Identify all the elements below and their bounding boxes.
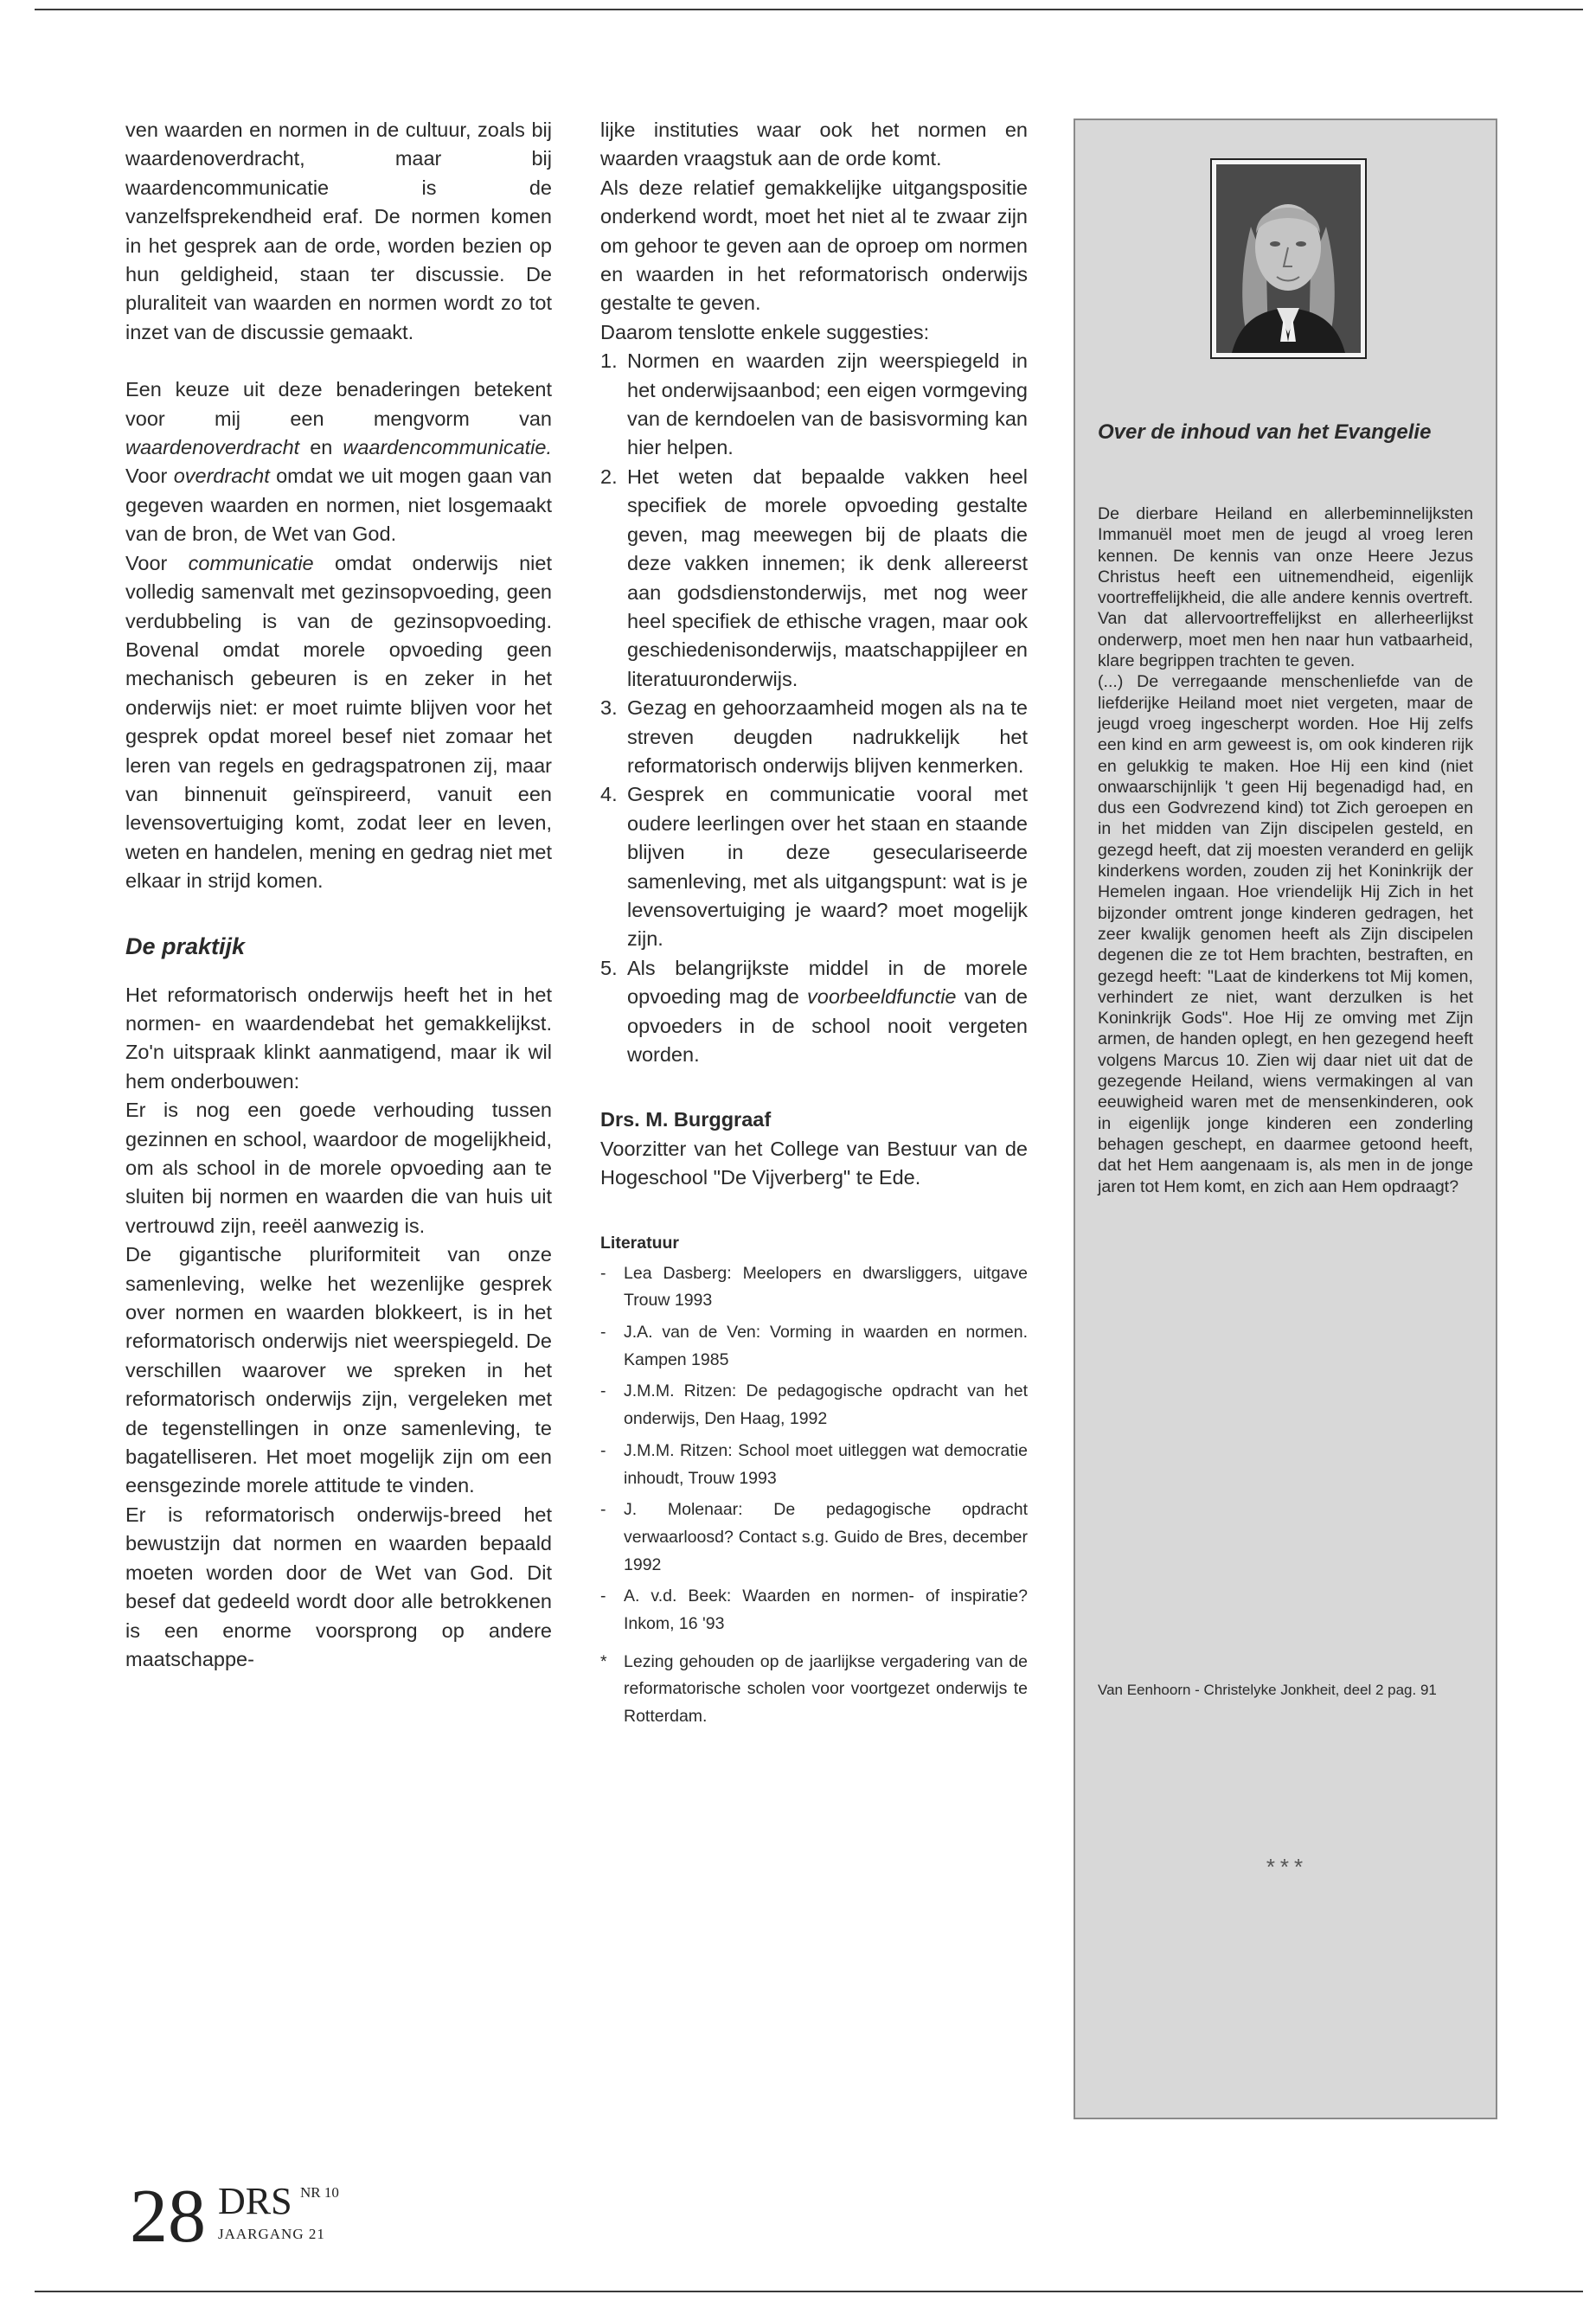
portrait-illustration — [1216, 164, 1361, 353]
column-left — [125, 116, 552, 1674]
issue-number: NR 10 — [300, 2184, 339, 2201]
suggestion-list — [600, 347, 1028, 1069]
body-paragraph: Er is nog een goede verhouding tussen gezinnen en school, waardoor de mogelijkheid, om als school in de morele opvoeding aan te sluiten bij normen en waarden die van huis uit vertrouwd zijn, reeël aanwezig is. — [125, 1099, 552, 1237]
list-item: 5. Als belangrijkste middel in de morele opvoeding mag de voorbeeldfunctie van de opvoeders in de school nooit vergeten worden. — [600, 956, 1028, 1066]
sidebar-paragraph: De dierbare Heiland en allerbeminnelijksten Immanuël moet men de jeugd al vroeg leren kennen. De kennis van onze Heere Jezus Christus heeft een uitnemendheid, eigenlijk voortreffelijkheid, die alle andere kennis overtreft. Van dat allervoortreffelijkst en allerheerlijkst onderwerp, moet men hen naar hun vatbaarheid, klare begrippen trachten te geven. — [1098, 504, 1473, 671]
body-paragraph: Het reformatorisch onderwijs heeft het in het normen- en waardendebat het gemakkelijkst. Zo'n uitspraak klinkt aanmatigend, maar ik wil hem onderbouwen: — [125, 983, 552, 1093]
author-name: Drs. M. Burggraaf — [600, 1108, 772, 1131]
magazine-name: DRS — [218, 2180, 292, 2222]
literature-list — [600, 1260, 1028, 1731]
bottom-rule — [35, 2291, 1583, 2292]
body-paragraph: ven waarden en normen in de cultuur, zoals bij waardenoverdracht, maar bij waardencommunicatie is de vanzelfsprekendheid eraf. De normen komen in het gesprek aan de orde, worden bezien op hun geldigheid, staan ter discussie. De pluraliteit van waarden en normen wordt zo tot inzet van de discussie gemaakt. — [125, 119, 552, 343]
top-rule — [35, 9, 1583, 10]
body-paragraph: Er is reformatorisch onderwijs-breed het bewustzijn dat normen en waarden bepaald moeten worden door de Wet van God. Dit besef dat gedeeld wordt door alle betrokkenen is een enorme voorsprong op andere maatschappe- — [125, 1503, 552, 1670]
body-paragraph: Als deze relatief gemakkelijke uitgangspositie onderkend wordt, moet het niet al te zwaar zijn om gehoor te geven aan de oproep om normen en waarden in het reformatorisch onderwijs gestalte te geven. — [600, 176, 1028, 315]
literature-item: - A. v.d. Beek: Waarden en normen- of inspiratie? Inkom, 16 '93 — [600, 1586, 1028, 1634]
body-paragraph: Een keuze uit deze benaderingen betekent voor mij een mengvorm van waardenoverdracht en waardencommunicatie. Voor overdracht omdat we uit mogen gaan van gegeven waarden en normen, niet losgemaakt van de bron, de Wet van God. — [125, 378, 553, 546]
literature-item: - J.M.M. Ritzen: De pedagogische opdracht van het onderwijs, Den Haag, 1992 — [600, 1381, 1028, 1429]
body-paragraph: De gigantische pluriformiteit van onze samenleving, welke het wezenlijke gesprek over normen en waarden blokkeert, is in het reformatorisch onderwijs niet weerspiegeld. De verschillen waarover we spreken in het reformatorisch onderwijs zijn, vergeleken met de tegenstellingen in onze samenleving, te bagatelliseren. Het moet mogelijk zijn om een eensgezinde morele attitude te vinden. — [125, 1243, 552, 1497]
sidebar-paragraph: (...) De verregaande menschenliefde van de liefderijke Heiland moet niet vergeten, maar de jeugd vroeg ingescherpt worden. Hoe Hij zelfs een kind en arm geweest is, om ook kinderen rijk en gelukkig te maken. Hoe Hij een kind (niet onwaarschijnlijk 't geen Hij begenadigd had, en dus een Godvrezend kind) tot Zich geroepen en in het midden van Zijn discipelen gesteld, en gezegd heeft, dat zij moesten veranderd en gelijk kinderkens worden, zouden zij het Koninkrijk der Hemelen ingaan. Hoe vriendelijk Hij Zich in het bijzonder omtrent jonge kinderen gedragen, het zeer kwalijk genomen heeft als Zijn discipelen degenen die ze tot Hem brachten, bestraften, en gezegd heeft: "Laat de kinderkens tot Mij komen, verhindert ze niet, want derzulken is het Koninkrijk Gods". Hoe Hij ze omving met Zijn armen, de handen oplegt, en hen gezegend heeft volgens Marcus 10. Zien wij daar niet uit dat de gezegende Heiland, wiens vermakingen al van eeuwigheid waren met de mensenkinderen, ook in eigenlijk jonge kinderen een zonderling behagen geschept, en daarmee getoond heeft, dat het Hem aangenaam is, als men in de jonge jaren tot Hem komt, en zich aan Hem opdraagt? — [1098, 672, 1473, 1196]
literature-item: - J. Molenaar: De pedagogische opdracht verwaarloosd? Contact s.g. Guido de Bres, december 1992 — [600, 1500, 1028, 1574]
literature-item: - J.M.M. Ritzen: School moet uitleggen wat democratie inhoudt, Trouw 1993 — [600, 1440, 1028, 1488]
literature-footnote: * Lezing gehouden op de jaarlijkse vergadering van de reformatorische scholen voor voortgezet onderwijs te Rotterdam. — [600, 1651, 1028, 1727]
body-paragraph: Daarom tenslotte enkele suggesties: — [600, 320, 930, 343]
body-paragraph: lijke instituties waar ook het normen en waarden vraagstuk aan de orde komt. — [600, 119, 1028, 170]
column-middle — [600, 116, 1028, 1735]
page-number: 28 — [130, 2175, 206, 2259]
body-paragraph: Voor communicatie omdat onderwijs niet volledig samenvalt met gezinsopvoeding, geen verdubbeling is van de gezinsopvoeding. Bovenal omdat morele opvoeding geen mechanisch gebeuren is en zeker in het onderwijs niet: er moet ruimte blijven voor het gesprek opdat moreel besef niet zomaar het leren van regels en gedragspatronen zij, maar van binnenuit geïnspireerd, vanuit een levensovertuiging komt, zodat leer en leven, weten en handelen, mening en gedrag niet met elkaar in strijd komen. — [125, 551, 553, 893]
separator-stars: *** — [1266, 1854, 1309, 1880]
portrait-image — [1210, 158, 1367, 359]
list-item: 3. Gezag en gehoorzaamheid mogen als na te streven deugden nadrukkelijk het reformatorisch onderwijs blijven kenmerken. — [600, 696, 1028, 777]
literature-heading: Literatuur — [600, 1233, 680, 1253]
literature-item: - Lea Dasberg: Meelopers en dwarsliggers, uitgave Trouw 1993 — [600, 1263, 1028, 1311]
sidebar-title: Over de inhoud van het Evangelie — [1098, 420, 1432, 444]
list-item: 2. Het weten dat bepaalde vakken heel specifiek de morele opvoeding gestalte geven, mag meewegen bij de plaats die deze vakken innemen; ik denk allereerst aan godsdienstonderwijs, met nog weer heel specifiek de ethische vragen, maar ook geschiedenisonderwijs, maatschappijleer en literatuuronderwijs. — [600, 465, 1028, 690]
literature-item: - J.A. van de Ven: Vorming in waarden en normen. Kampen 1985 — [600, 1323, 1028, 1369]
list-item: 4. Gesprek en communicatie vooral met oudere leerlingen over het staan en staande blijven in deze geseculariseerde samenleving, met als uitgangspunt: wat is je levensovertuiging je waard? moet mogelijk zijn. — [600, 783, 1028, 951]
sidebar-box — [1074, 119, 1497, 2119]
section-heading: De praktijk — [125, 933, 246, 959]
volume-label: JAARGANG 21 — [218, 2226, 325, 2242]
list-item: 1. Normen en waarden zijn weerspiegeld in het onderwijsaanbod; een eigen vormgeving van de kerndoelen van de basisvorming kan hier helpen. — [600, 349, 1028, 459]
author-role: Voorzitter van het College van Bestuur van de Hogeschool "De Vijverberg" te Ede. — [600, 1137, 1028, 1189]
sidebar-text — [1098, 503, 1473, 1197]
sidebar-source: Van Eenhoorn - Christelyke Jonkheit, deel 2 pag. 91 — [1098, 1682, 1437, 1698]
